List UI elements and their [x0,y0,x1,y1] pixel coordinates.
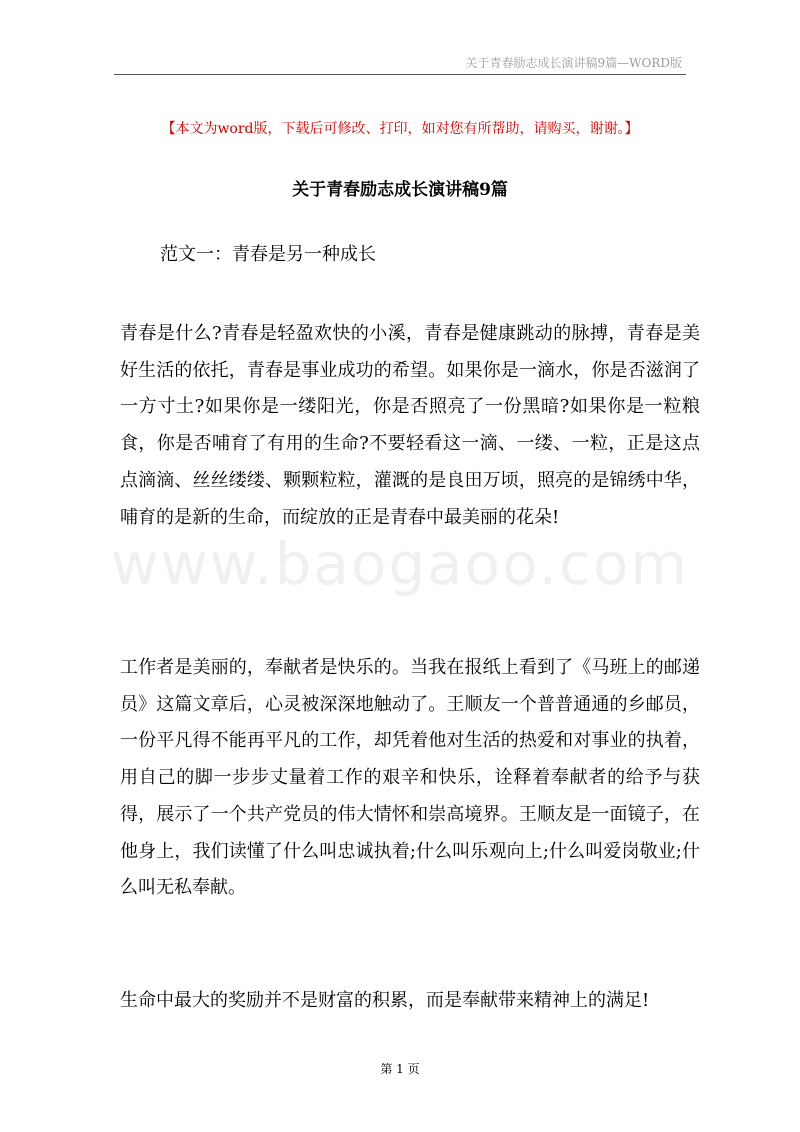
header-divider [114,74,686,75]
document-title: 关于青春励志成长演讲稿9篇 [292,180,508,200]
paragraph-1: 青春是什么?青春是轻盈欢快的小溪，青春是健康跳动的脉搏，青春是美好生活的依托，青春是事业成功的希望。如果你是一滴水，你是否滋润了一方寸土?如果你是一缕阳光，你是否照亮了一份黑暗?如果你是一粒粮食，你是否哺育了有用的生命?不要轻看这一滴、一缕、一粒，正是这点点滴滴、丝丝缕缕、颗颗粒粒，灌溉的是良田万顷，照亮的是锦绣中华，哺育的是新的生命，而绽放的正是青春中最美丽的花朵! [120,323,700,528]
watermark: www.baogaoo.com [111,530,689,598]
paragraph-3: 生命中最大的奖励并不是财富的积累，而是奉献带来精神上的满足! [120,990,650,1011]
running-header: 关于青春励志成长演讲稿9篇—WORD版 [465,56,682,70]
paragraph-2: 工作者是美丽的，奉献者是快乐的。当我在报纸上看到了《马班上的邮递员》这篇文章后，心灵被深深地触动了。王顺友一个普普通通的乡邮员，一份平凡得不能再平凡的工作，却凭着他对生活的热爱和对事业的执着，用自己的脚一步步丈量着工作的艰辛和快乐，诠释着奉献者的给予与获得，展示了一个共产党员的伟大情怀和崇高境界。王顺友是一面镜子，在他身上，我们读懂了什么叫忠诚执着;什么叫乐观向上;什么叫爱岗敬业;什么叫无私奉献。 [120,657,700,899]
download-notice: 【本文为word版，下载后可修改、打印，如对您有所帮助，请购买，谢谢。】 [161,121,639,137]
section-subtitle: 范文一：青春是另一种成长 [160,244,376,265]
page-number: 第 1 页 [380,1062,420,1076]
